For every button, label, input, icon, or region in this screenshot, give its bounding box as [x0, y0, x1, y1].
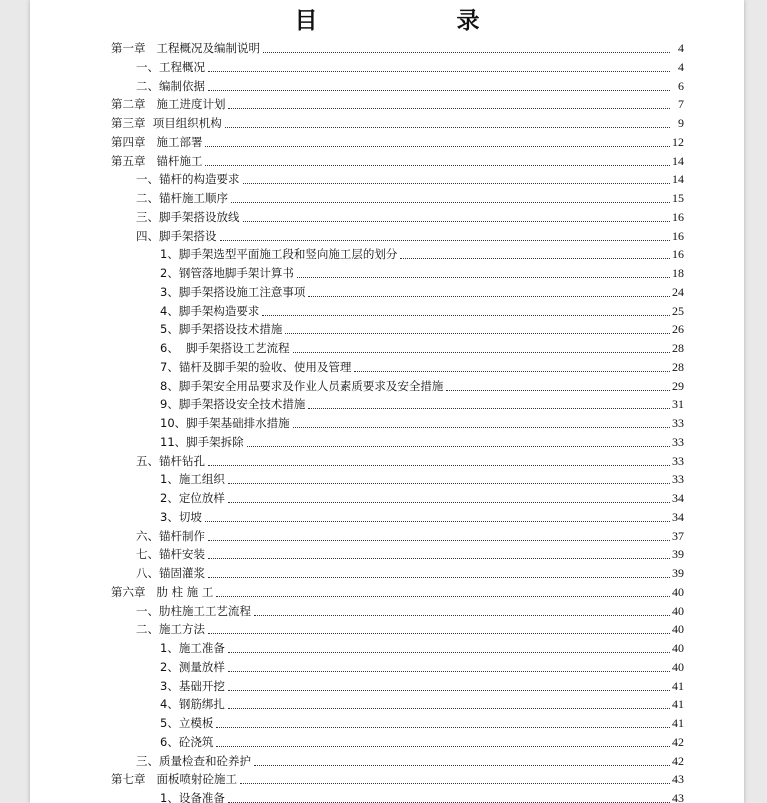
dot-leader — [205, 155, 670, 166]
dot-leader — [293, 342, 670, 353]
toc-entry-label: 二、编制依据 — [136, 78, 205, 93]
dot-leader — [446, 380, 670, 391]
toc-entry-label: 五、锚杆钻孔 — [136, 453, 205, 468]
toc-entry[interactable] — [111, 581, 684, 599]
toc-entry[interactable] — [111, 150, 684, 168]
dot-leader — [216, 717, 670, 728]
toc-entry-label: 6、 脚手架搭设工艺流程 — [160, 341, 290, 355]
toc-entry-page: 40 — [672, 659, 684, 674]
toc-entry[interactable] — [111, 93, 684, 111]
toc-entry-page: 39 — [672, 566, 684, 580]
toc-entry-label: 第四章 施工部署 — [111, 134, 203, 149]
dot-leader — [225, 117, 670, 128]
dot-leader — [228, 642, 670, 653]
toc-entry[interactable] — [136, 75, 684, 93]
toc-entry-label: 1、脚手架选型平面施工段和竖向施工层的划分 — [160, 247, 398, 262]
toc-entry-page: 39 — [672, 547, 684, 562]
dot-leader — [216, 586, 670, 597]
toc-entry-label: 三、脚手架搭设放线 — [136, 209, 240, 224]
toc-entry-label: 三、质量检查和砼养护 — [136, 753, 251, 768]
dot-leader — [208, 567, 670, 578]
dot-leader — [205, 136, 670, 147]
toc-entry[interactable] — [160, 675, 684, 693]
toc-entry[interactable] — [160, 712, 684, 730]
dot-leader — [247, 436, 670, 447]
toc-entry-page: 31 — [672, 397, 684, 412]
toc-entry-label: 一、肋柱施工工艺流程 — [136, 603, 251, 618]
toc-entry-label: 六、锚杆制作 — [136, 528, 205, 543]
toc-entry[interactable] — [160, 262, 684, 280]
dot-leader — [228, 792, 670, 803]
toc-entry-label: 1、施工组织 — [160, 472, 225, 487]
toc-entry-label: 二、锚杆施工顺序 — [136, 191, 228, 205]
toc-entry-page: 9 — [678, 116, 684, 130]
toc-entry-page: 26 — [672, 322, 684, 337]
toc-entry[interactable] — [160, 431, 684, 449]
dot-leader — [208, 530, 670, 541]
dot-leader — [240, 773, 670, 784]
toc-entry-page: 12 — [672, 134, 684, 149]
dot-leader — [208, 623, 670, 634]
dot-leader — [205, 511, 670, 522]
dot-leader — [243, 173, 671, 184]
toc-entry-label: 4、钢筋绑扎 — [160, 697, 225, 712]
toc-entry[interactable] — [136, 168, 684, 186]
dot-leader — [263, 42, 670, 53]
dot-leader — [208, 61, 670, 72]
toc-entry-page: 43 — [672, 772, 684, 787]
dot-leader — [243, 211, 671, 222]
toc-entry[interactable] — [160, 731, 684, 749]
toc-entry[interactable] — [136, 206, 684, 224]
toc-entry[interactable] — [136, 618, 684, 636]
dot-leader — [297, 267, 670, 278]
dot-leader — [400, 248, 670, 259]
dot-leader — [308, 398, 670, 409]
toc-entry[interactable] — [160, 300, 684, 318]
toc-entry-label: 3、切坡 — [160, 509, 202, 524]
toc-title: 目 录 — [294, 7, 538, 34]
dot-leader — [220, 230, 671, 241]
toc-entry[interactable] — [160, 243, 684, 261]
toc-entry-page: 40 — [672, 641, 684, 655]
toc-entry-label: 5、脚手架搭设技术措施 — [160, 322, 283, 337]
toc-entry-page: 34 — [672, 491, 684, 505]
toc-entry-label: 2、测量放样 — [160, 659, 225, 674]
toc-entry[interactable] — [160, 318, 684, 336]
toc-entry-page: 37 — [672, 528, 684, 543]
toc-entry[interactable] — [160, 412, 684, 430]
toc-entry[interactable] — [136, 750, 684, 768]
toc-entry-page: 16 — [672, 247, 684, 262]
dot-leader — [308, 286, 670, 297]
dot-leader — [231, 192, 670, 203]
toc-entry-label: 2、钢管落地脚手架计算书 — [160, 266, 294, 280]
toc-entry-page: 28 — [672, 359, 684, 374]
toc-entry[interactable] — [160, 356, 684, 374]
dot-leader — [216, 736, 670, 747]
toc-entry-label: 3、基础开挖 — [160, 678, 225, 693]
toc-entry[interactable] — [136, 56, 684, 74]
toc-entry-label: 八、锚固灌浆 — [136, 566, 205, 580]
toc-entry-page: 41 — [672, 697, 684, 712]
toc-entry-page: 14 — [672, 172, 684, 187]
toc-entry-page: 41 — [672, 678, 684, 693]
toc-entry-page: 4 — [678, 59, 684, 74]
toc-entry-page: 42 — [672, 734, 684, 749]
toc-entry[interactable] — [160, 468, 684, 486]
toc-entry-label: 6、砼浇筑 — [160, 734, 214, 749]
toc-entry-page: 34 — [672, 509, 684, 524]
toc-entry-label: 第一章 工程概况及编制说明 — [111, 41, 260, 55]
toc-entry-page: 33 — [672, 434, 684, 449]
toc-entry[interactable] — [136, 187, 684, 205]
dot-leader — [254, 755, 670, 766]
toc-entry[interactable] — [136, 543, 684, 561]
toc-entry[interactable] — [160, 656, 684, 674]
toc-entry-label: 11、脚手架拆除 — [160, 434, 244, 449]
toc-entry-page: 33 — [672, 472, 684, 487]
toc-entry[interactable] — [111, 37, 684, 55]
toc-entry-label: 8、脚手架安全用品要求及作业人员素质要求及安全措施 — [160, 378, 444, 393]
toc-entry-label: 2、定位放样 — [160, 491, 225, 505]
toc-entry-page: 29 — [672, 378, 684, 393]
dot-leader — [208, 548, 670, 559]
toc-entry[interactable] — [160, 637, 684, 655]
dot-leader — [293, 417, 670, 428]
dot-leader — [208, 455, 670, 466]
dot-leader — [254, 605, 670, 616]
toc-entry[interactable] — [136, 450, 684, 468]
toc-entry-label: 四、脚手架搭设 — [136, 228, 217, 243]
document-page — [30, 0, 744, 803]
dot-leader — [228, 661, 670, 672]
toc-entry[interactable] — [160, 393, 684, 411]
dot-leader — [228, 492, 670, 503]
dot-leader — [262, 305, 670, 316]
toc-entry[interactable] — [136, 562, 684, 580]
toc-entry[interactable] — [160, 375, 684, 393]
toc-entry-label: 第二章 施工进度计划 — [111, 97, 226, 112]
dot-leader — [228, 680, 670, 691]
toc-entry-label: 第六章 肋 柱 施 工 — [111, 584, 214, 599]
toc-entry-page: 15 — [672, 191, 684, 205]
dot-leader — [228, 698, 670, 709]
toc-entry[interactable] — [136, 600, 684, 618]
toc-entry-label: 5、立模板 — [160, 716, 214, 730]
toc-entry-page: 14 — [672, 153, 684, 168]
toc-entry-page: 43 — [672, 791, 684, 803]
toc-entry-page: 6 — [678, 78, 684, 93]
toc-entry-label: 7、锚杆及脚手架的验收、使用及管理 — [160, 359, 352, 374]
dot-leader — [354, 361, 670, 372]
toc-entry-label: 4、脚手架构造要求 — [160, 303, 260, 318]
toc-entry[interactable] — [111, 768, 684, 786]
toc-entry[interactable] — [111, 112, 684, 130]
toc-entry-page: 28 — [672, 341, 684, 355]
toc-entry-label: 第三章 项目组织机构 — [111, 116, 222, 130]
toc-entry-page: 4 — [678, 41, 684, 55]
dot-leader — [285, 323, 670, 334]
toc-entry-page: 40 — [672, 622, 684, 637]
dot-leader — [228, 473, 670, 484]
toc-entry[interactable] — [136, 225, 684, 243]
toc-entry-page: 25 — [672, 303, 684, 318]
toc-entry[interactable] — [160, 506, 684, 524]
toc-entry-label: 1、设备准备 — [160, 791, 225, 803]
toc-entry-label: 一、锚杆的构造要求 — [136, 172, 240, 187]
toc-entry-label: 1、施工准备 — [160, 641, 225, 655]
toc-entry-page: 18 — [672, 266, 684, 280]
toc-entry-page: 40 — [672, 584, 684, 599]
toc-entry[interactable] — [160, 281, 684, 299]
toc-entry-page: 7 — [678, 97, 684, 112]
toc-entry[interactable] — [160, 487, 684, 505]
toc-entry[interactable] — [160, 693, 684, 711]
toc-entry-page: 42 — [672, 753, 684, 768]
toc-entry-label: 3、脚手架搭设施工注意事项 — [160, 284, 306, 299]
toc-entry-label: 七、锚杆安装 — [136, 547, 205, 562]
toc-entry-page: 24 — [672, 284, 684, 299]
toc-entry-label: 一、工程概况 — [136, 59, 205, 74]
toc-entry-page: 16 — [672, 209, 684, 224]
toc-entry-page: 41 — [672, 716, 684, 730]
toc-entry-page: 33 — [672, 416, 684, 430]
toc-entry-label: 二、施工方法 — [136, 622, 205, 637]
toc-entry-label: 第五章 锚杆施工 — [111, 153, 203, 168]
dot-leader — [208, 80, 670, 91]
toc-entry[interactable] — [160, 787, 684, 803]
dot-leader — [228, 98, 670, 109]
toc-entry-label: 9、脚手架搭设安全技术措施 — [160, 397, 306, 412]
toc-entry-label: 第七章 面板喷射砼施工 — [111, 772, 237, 787]
toc-entry-page: 16 — [672, 228, 684, 243]
toc-entry-label: 10、脚手架基础排水措施 — [160, 416, 290, 430]
toc-entry-page: 40 — [672, 603, 684, 618]
toc-entry[interactable] — [160, 337, 684, 355]
toc-entry[interactable] — [136, 525, 684, 543]
toc-entry[interactable] — [111, 131, 684, 149]
toc-entry-page: 33 — [672, 453, 684, 468]
